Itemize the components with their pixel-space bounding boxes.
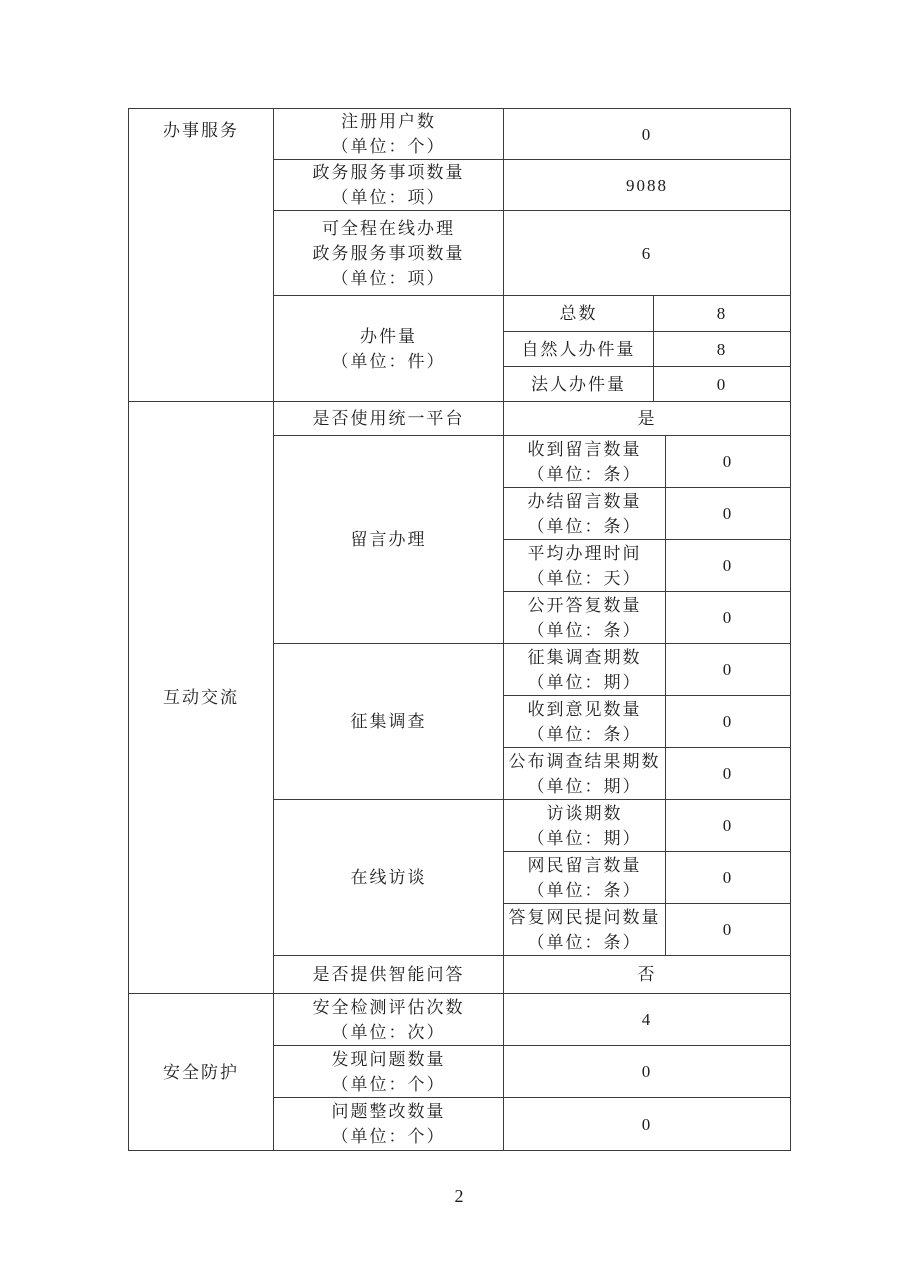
group-cell-office-services xyxy=(129,109,274,402)
value-cell: 否 xyxy=(504,956,791,994)
value-cell: 6 xyxy=(504,211,791,296)
label-line: 公开答复数量 xyxy=(527,595,642,615)
sub-item-label-cell xyxy=(504,852,666,904)
item-label-cell xyxy=(274,1046,504,1098)
label-line: 安全检测评估次数 xyxy=(312,997,465,1017)
unit-line: （单位：个） xyxy=(331,1127,446,1146)
unit-line: （单位：条） xyxy=(527,620,642,640)
item-label-cell xyxy=(274,956,504,994)
sub-item-label-cell xyxy=(504,800,666,852)
label-line: 网民留言数量 xyxy=(527,855,642,875)
value-cell: 4 xyxy=(504,994,791,1046)
sub-item-label-cell xyxy=(504,592,666,644)
unit-line: （单位：期） xyxy=(527,828,642,848)
item-label-cell xyxy=(274,402,504,436)
value-cell: 0 xyxy=(666,904,791,956)
value-cell: 8 xyxy=(654,296,791,332)
sub-item-label-cell xyxy=(504,540,666,592)
group-label: 安全防护 xyxy=(163,1062,239,1082)
group-label: 办事服务 xyxy=(163,121,239,140)
sub-item-label-cell xyxy=(504,748,666,800)
label-line: 是否使用统一平台 xyxy=(312,409,465,428)
label-line: 政务服务事项数量 xyxy=(312,163,465,182)
value-cell: 0 xyxy=(666,852,791,904)
value-cell: 0 xyxy=(666,748,791,800)
label-line: 总数 xyxy=(559,304,598,323)
label-line: 在线访谈 xyxy=(350,868,427,887)
unit-line: （单位：件） xyxy=(331,351,446,371)
item-label-cell xyxy=(274,211,504,296)
item-label-cell xyxy=(274,109,504,160)
item-label-cell xyxy=(274,1098,504,1151)
label-line: 可全程在线办理 xyxy=(322,218,455,238)
unit-line: （单位：个） xyxy=(331,137,446,156)
label-line: 自然人办件量 xyxy=(521,339,636,359)
unit-line: （单位：期） xyxy=(527,776,642,796)
label-line: 平均办理时间 xyxy=(527,543,642,563)
sub-item-label-cell xyxy=(504,436,666,488)
label-line: 公布调查结果期数 xyxy=(508,751,661,771)
value-cell: 0 xyxy=(504,1046,791,1098)
label-line: 发现问题数量 xyxy=(331,1049,446,1069)
item-label-cell xyxy=(274,436,504,644)
value-cell: 0 xyxy=(504,1098,791,1151)
item-label-cell xyxy=(274,800,504,956)
unit-line: （单位：条） xyxy=(527,880,642,900)
value-cell: 9088 xyxy=(504,160,791,211)
unit-line: （单位：期） xyxy=(527,672,642,692)
value-cell: 0 xyxy=(666,488,791,540)
value-cell: 是 xyxy=(504,402,791,436)
unit-line: （单位：项） xyxy=(331,188,446,207)
group-cell-security xyxy=(129,994,274,1151)
value-cell: 0 xyxy=(666,436,791,488)
value-cell: 0 xyxy=(666,696,791,748)
value-cell: 0 xyxy=(666,644,791,696)
label-line: 留言办理 xyxy=(350,530,427,549)
value-cell: 0 xyxy=(666,800,791,852)
item-label-cell xyxy=(274,296,504,402)
label-line: 访谈期数 xyxy=(546,803,623,823)
group-label: 互动交流 xyxy=(163,688,239,707)
label-line: 答复网民提问数量 xyxy=(508,907,661,927)
label-line: 办件量 xyxy=(360,326,417,346)
label-line: 法人办件量 xyxy=(531,374,626,394)
sub-item-label-cell xyxy=(504,296,654,332)
value-cell: 0 xyxy=(504,109,791,160)
unit-line: （单位：天） xyxy=(527,568,642,588)
page-number: 2 xyxy=(454,1186,464,1206)
label-line: 是否提供智能问答 xyxy=(312,965,465,984)
label-line: 政务服务事项数量 xyxy=(312,243,465,263)
sub-item-label-cell xyxy=(504,332,654,367)
sub-item-label-cell xyxy=(504,696,666,748)
unit-line: （单位：次） xyxy=(331,1022,446,1042)
label-line: 办结留言数量 xyxy=(527,491,642,511)
group-cell-interaction xyxy=(129,402,274,994)
unit-line: （单位：条） xyxy=(527,516,642,536)
sub-item-label-cell xyxy=(504,644,666,696)
sub-item-label-cell xyxy=(504,488,666,540)
value-cell: 0 xyxy=(654,367,791,402)
unit-line: （单位：个） xyxy=(331,1074,446,1094)
sub-item-label-cell xyxy=(504,367,654,402)
sub-item-label-cell xyxy=(504,904,666,956)
unit-line: （单位：条） xyxy=(527,932,642,952)
value-cell: 0 xyxy=(666,592,791,644)
label-line: 征集调查期数 xyxy=(527,647,642,667)
report-table xyxy=(128,108,791,1151)
label-line: 注册用户数 xyxy=(341,112,436,131)
label-line: 收到意见数量 xyxy=(527,699,642,719)
unit-line: （单位：条） xyxy=(527,724,642,744)
label-line: 问题整改数量 xyxy=(331,1102,446,1121)
label-line: 收到留言数量 xyxy=(527,439,642,459)
item-label-cell xyxy=(274,994,504,1046)
value-cell: 8 xyxy=(654,332,791,367)
unit-line: （单位：条） xyxy=(527,464,642,484)
unit-line: （单位：项） xyxy=(331,268,446,288)
value-cell: 0 xyxy=(666,540,791,592)
item-label-cell xyxy=(274,644,504,800)
item-label-cell xyxy=(274,160,504,211)
label-line: 征集调查 xyxy=(350,712,427,731)
